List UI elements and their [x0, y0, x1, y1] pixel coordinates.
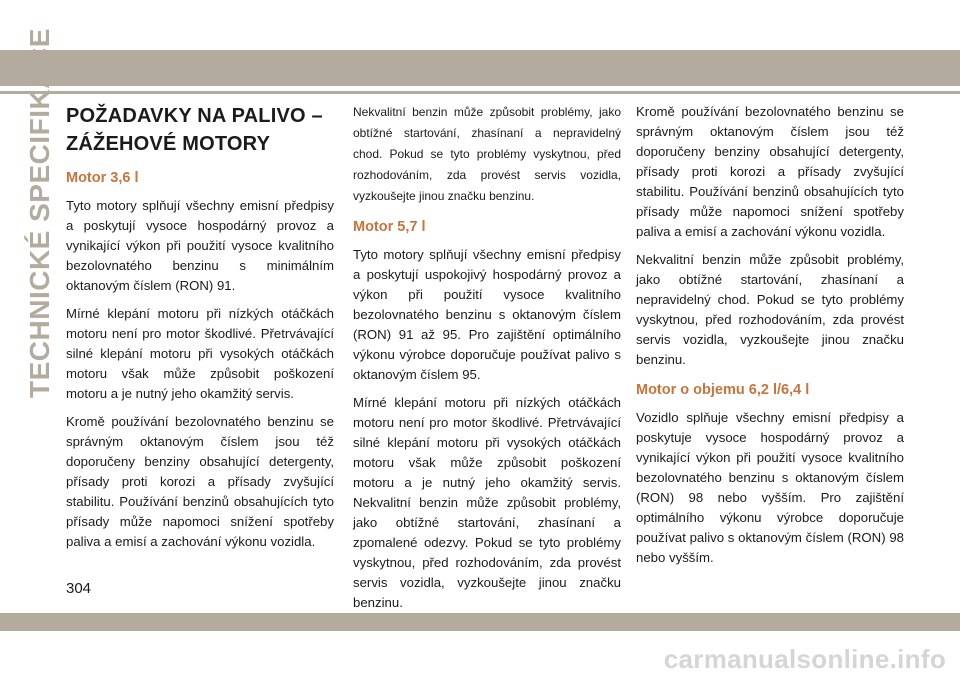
- section-heading-motor-5-7: Motor 5,7 l: [353, 219, 426, 235]
- page-title-line1: POŽADAVKY NA PALIVO –: [66, 105, 323, 127]
- paragraph: Mírné klepání motoru při nízkých otáčkách motoru není pro motor škodlivé. Přetrvávající silné klepání motoru při vysokých otáčkách motoru však může způsobit poškození motoru a je nutný jeho okamžitý servis.: [66, 306, 334, 401]
- page-title-line2: ZÁŽEHOVÉ MOTORY: [66, 133, 271, 155]
- paragraph: Kromě používání bezolovnatého benzinu se správným oktanovým číslem jsou též doporučeny benziny obsahující detergenty, přísady proti korozi a přísady zvyšující stabilitu. Používání benzinů obsahujících tyto přísady může napomoci snížení spotřeby paliva a emisí a zachování výkonu vozidla.: [636, 104, 904, 239]
- paragraph: Vozidlo splňuje všechny emisní předpisy a poskytuje vysoce hospodárný provoz a vynikající výkon při použití vysoce kvalitního bezolovnatého benzinu s oktanovým číslem (RON) 98 nebo vyšším. Pro zajištění optimálního výkonu výrobce doporučuje používat palivo s oktanovým číslem (RON) 98 nebo vyšším.: [636, 410, 904, 565]
- section-heading-motor-6-2-6-4: Motor o objemu 6,2 l/6,4 l: [636, 382, 810, 398]
- paragraph: Kromě používání bezolovnatého benzinu se správným oktanovým číslem jsou též doporučeny benziny obsahující detergenty, přísady proti korozi a přísady zvyšující stabilitu. Používání benzinů obsahujících tyto přísady může napomoci snížení spotřeby paliva a emisí a zachování výkonu vozidla.: [66, 414, 334, 549]
- paragraph: Tyto motory splňují všechny emisní předpisy a poskytují uspokojivý hospodárný provoz a výkon při použití vysoce kvalitního bezolovnatého benzinu s oktanovým číslem (RON) 91 až 95. Pro zajištění optimálního výkonu výrobce doporučuje používat palivo s oktanovým číslem 95.: [353, 247, 621, 382]
- paragraph: Nekvalitní benzin může způsobit problémy, jako obtížné startování, zhasínaní a nepravidelný chod. Pokud se tyto problémy vyskytnou, před rozhodováním, zda provést servis vozidla, vyzkoušejte jinou značku benzinu.: [636, 252, 904, 367]
- section-side-label-text: TECHNICKÉ SPECIFIKACE: [24, 28, 55, 398]
- header-band: [0, 50, 960, 86]
- page-number: 304: [66, 580, 92, 597]
- paragraph: Mírné klepání motoru při nízkých otáčkách motoru není pro motor škodlivé. Přetrvávající silné klepání motoru při vysokých otáčkách motoru však může způsobit poškození motoru a je nutný jeho okamžitý servis. Nekvalitní benzin může způsobit problémy, jako obtížné startování, zhasínaní a zpomalené odezvy. Pokud se tyto problémy vyskytnou, před rozhodováním, zda provést servis vozidla, vyzkoušejte jinou značku benzinu.: [353, 395, 621, 610]
- column-1: [66, 102, 334, 560]
- page-title: [66, 102, 334, 158]
- column-3: [636, 102, 904, 576]
- watermark: carmanualsonline.info: [663, 644, 946, 674]
- section-heading-motor-3-6: Motor 3,6 l: [66, 170, 139, 186]
- paragraph: Nekvalitní benzin může způsobit problémy, jako obtížné startování, zhasínaní a nepravidelný chod. Pokud se tyto problémy vyskytnou, před rozhodováním, zda provést servis vozidla, vyzkoušejte jinou značku benzinu.: [353, 105, 621, 203]
- column-2: [353, 102, 621, 621]
- paragraph: Tyto motory splňují všechny emisní předpisy a poskytují vysoce hospodárný provoz a vynikající výkon při použití vysoce kvalitního bezolovnatého benzinu s minimálním oktanovým číslem (RON) 91.: [66, 198, 334, 293]
- footer-band: [0, 613, 960, 631]
- header-rule: [0, 91, 960, 94]
